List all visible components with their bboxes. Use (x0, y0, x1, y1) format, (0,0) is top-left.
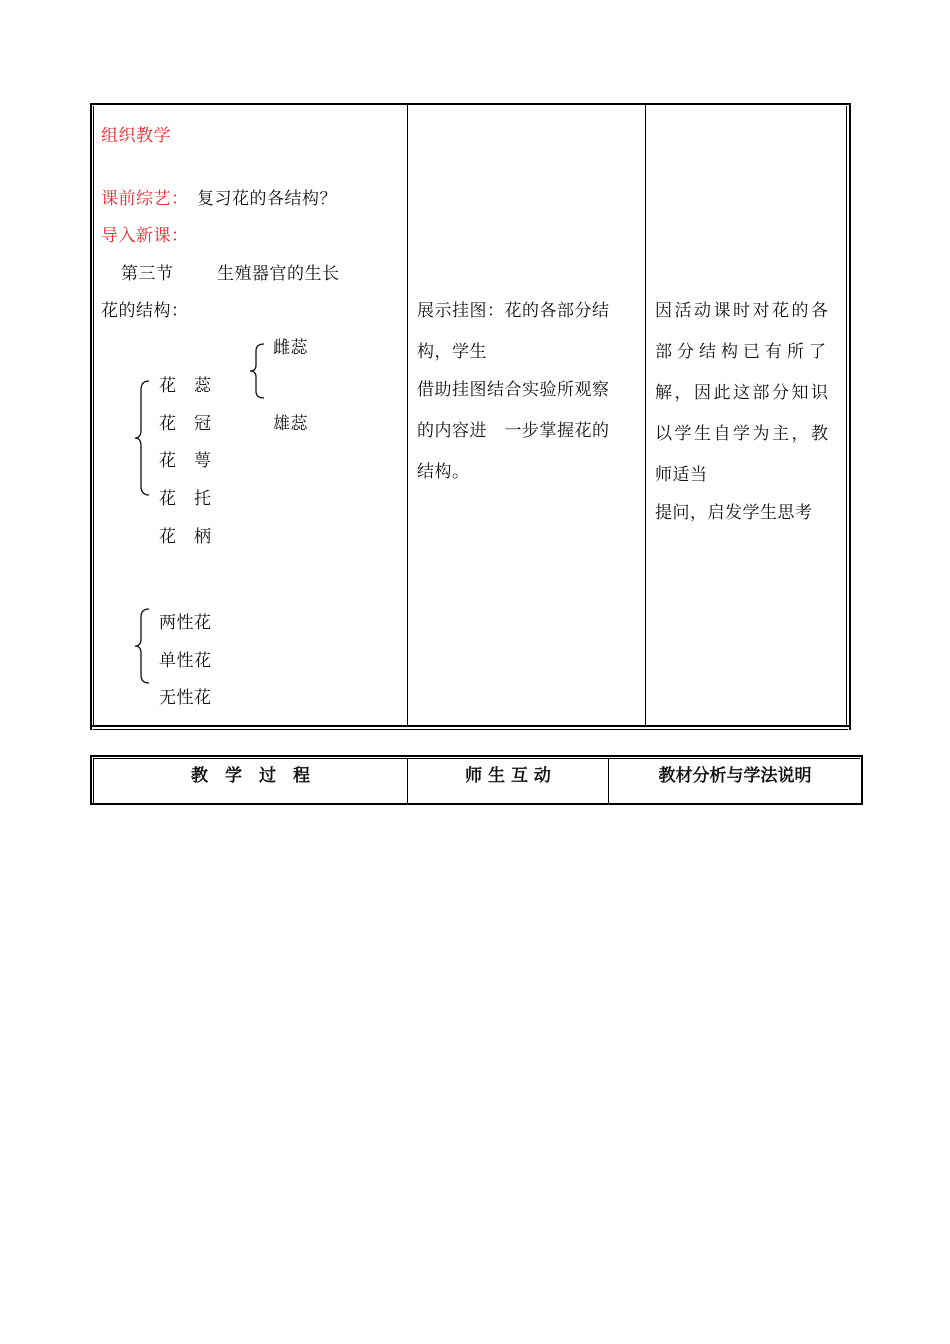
table1-left-border-inner (93, 106, 94, 726)
interaction-line-1: 展示挂图：花的各部分结 (417, 301, 610, 321)
analysis-line-4: 以学生自学为主，教 (655, 424, 831, 444)
flower-part-stamen: 花 蕊 (159, 376, 212, 396)
table1-bottom-border-inner (93, 729, 848, 730)
structure-heading: 花的结构： (101, 301, 189, 321)
table2-right-border (861, 755, 863, 805)
interaction-line-3: 借助挂图结合实验所观察 (417, 380, 610, 400)
flower-part-receptacle: 花 托 (159, 489, 212, 509)
table1-left-border (90, 103, 92, 730)
section-title: 生殖器官的生长 (217, 264, 340, 284)
table2-top-border (90, 755, 863, 757)
header-material-analysis: 教材分析与学法说明 (658, 766, 812, 786)
table2-bottom-border (90, 803, 863, 805)
flower-part-pedicel: 花 柄 (159, 527, 212, 547)
intro-label: 导入新课： (101, 226, 189, 246)
table1-divider-1 (407, 103, 408, 726)
table1-top-border (90, 103, 851, 105)
table1-bottom-border (90, 725, 851, 727)
stamen-part-stamen: 雄蕊 (273, 414, 308, 434)
flower-part-corolla: 花 冠 (159, 414, 212, 434)
table1-right-border-inner (846, 106, 847, 726)
analysis-line-1: 因活动课时对花的各 (655, 301, 831, 321)
analysis-line-6: 提问，启发学生思考 (655, 503, 813, 523)
flower-type-unisexual: 单性花 (159, 651, 212, 671)
organize-teaching-label: 组织教学 (101, 126, 171, 146)
analysis-line-2: 部分结构已有所了 (655, 342, 831, 362)
analysis-line-3: 解，因此这部分知识 (655, 383, 831, 403)
flower-type-bisexual: 两性花 (159, 613, 212, 633)
interaction-line-4: 的内容进 一步掌握花的 (417, 421, 610, 441)
flower-types-brace (133, 608, 151, 684)
flower-parts-brace (133, 380, 151, 496)
header-teacher-student-interaction: 师 生 互 动 (465, 766, 551, 786)
table2-top-border-inner (93, 758, 860, 759)
header-teaching-process: 教 学 过 程 (191, 766, 310, 786)
stamen-brace (248, 343, 266, 399)
flower-type-asexual: 无性花 (159, 688, 212, 708)
pre-class-text: 复习花的各结构？ (197, 189, 337, 209)
flower-part-calyx: 花 萼 (159, 451, 212, 471)
interaction-line-5: 结构。 (417, 462, 470, 482)
table2-left-border (90, 755, 92, 805)
pre-class-label: 课前综艺： (101, 189, 189, 209)
interaction-line-2: 构，学生 (417, 342, 487, 362)
table1-right-border (849, 103, 851, 730)
analysis-line-5: 师适当 (655, 465, 708, 485)
table1-divider-2 (645, 103, 646, 726)
stamen-part-pistil: 雌蕊 (273, 338, 308, 358)
section-number: 第三节 (121, 264, 174, 284)
